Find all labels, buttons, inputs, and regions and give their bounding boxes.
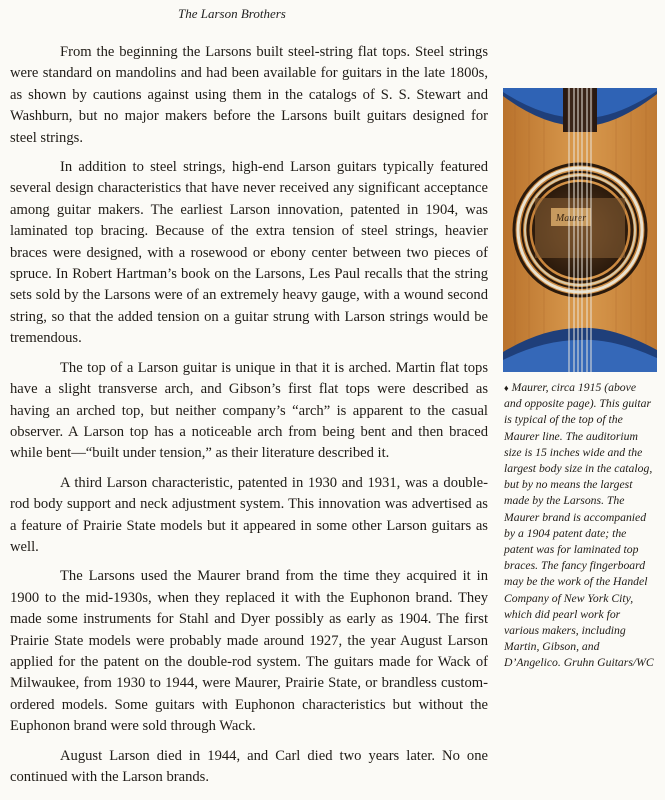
figure-caption — [504, 380, 656, 672]
caption-text: Maurer, circa 1915 (above and opposite page). This guitar is typical of the top of the Maurer line. The auditorium size is 15 inches wide and the largest body size in the catalog, but by no means the largest made by the Larsons. The Maurer brand is accompanied by a 1904 patent date; the patent was for laminated top braces. The fancy fingerboard may be the work of the Handel Company of New York City, which did pearl work for various makers, including Martin, Gibson, and D’Angelico. Gruhn Guitars/WC — [504, 381, 654, 670]
paragraph-6: August Larson died in 1944, and Carl died two years later. No one continued with the Larson brands. — [10, 747, 488, 785]
caption-diamond-icon: ♦ — [504, 383, 509, 393]
paragraph-1: From the beginning the Larsons built steel-string flat tops. Steel strings were standard on mandolins and had been available for guitars in the late 1800s, as shown by cautions against using them in the catalogs of S. S. Stewart and Washburn, but no major makers before the Larsons built guitars designed for steel strings. — [10, 44, 488, 146]
paragraph-5: The Larsons used the Maurer brand from the time they acquired it in 1900 to the mid-1930s, when they replaced it with the Euphonon brand. They made some instruments for Stahl and Dyer possibly as early as 1904. The first Prairie State models were probably made around 1927, the year August Larson applied for the patent on the double-rod system. The guitars made for Wack of Milwaukee, from 1930 to 1944, were Maurer, Prairie State, or brandless custom-ordered models. Some guitars with Euphonon characteristics but without the Euphonon brand were sold through Wack. — [10, 568, 488, 735]
paragraph-4: A third Larson characteristic, patented in 1930 and 1931, was a double-rod body support and neck adjustment system. This innovation was advertised as a feature of Prairie State models but it appeared in some other Larson guitars as well. — [10, 474, 488, 555]
paragraph-3: The top of a Larson guitar is unique in that it is arched. Martin flat tops have a slight transverse arch, and Gibson’s first flat tops were described as having an arched top, but neither company’s “arch” is apparent to the casual observer. A Larson top has a noticeable arch from being bent and then braced while bent—“built under tension,” as their literature described it. — [10, 359, 488, 462]
maurer-label-text: Maurer — [555, 213, 587, 224]
running-header: The Larson Brothers — [178, 6, 286, 21]
guitar-soundhole-photo — [503, 88, 657, 372]
paragraph-2: In addition to steel strings, high-end Larson guitars typically featured several design characteristics that have never received any significant acceptance among guitar makers. The earliest Larson innovation, patented in 1904, was laminated top bracing. Because of the extra tension of steel strings, heavier braces were designed, with a rosewood or ebony center between two pieces of spruce. In Robert Hartman’s book on the Larsons, Les Paul recalls that the string sets sold by the Larsons were of an extremely heavy gauge, with a wound second string, so that the added tension on a guitar strung with Larson strings would be tremendous. — [10, 159, 488, 347]
guitar-top-illustration — [503, 88, 657, 372]
article-body — [10, 42, 488, 796]
